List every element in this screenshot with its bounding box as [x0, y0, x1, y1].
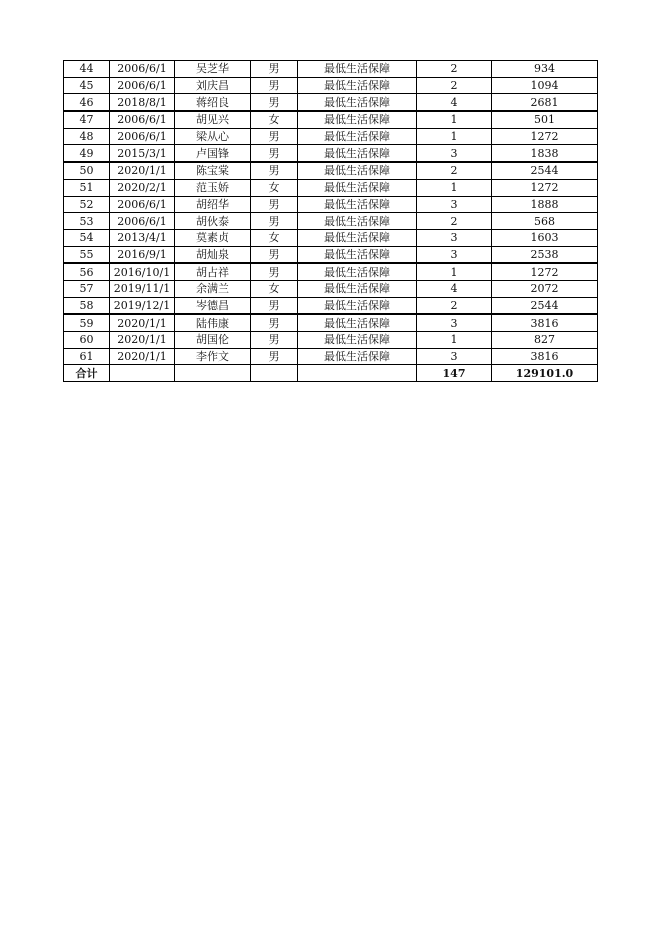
total-count: 147	[417, 365, 492, 382]
start-date-cell: 2016/10/1	[110, 263, 175, 280]
amount-cell: 2544	[492, 162, 598, 179]
amount-cell: 568	[492, 213, 598, 230]
row-number-cell: 55	[64, 246, 110, 263]
table-row	[64, 94, 598, 111]
name-cell: 胡国伦	[175, 332, 251, 349]
benefit-type-cell: 最低生活保障	[298, 111, 417, 128]
total-empty-cell	[175, 365, 251, 382]
gender-cell: 女	[251, 179, 298, 196]
amount-cell: 1888	[492, 196, 598, 213]
name-cell: 莫素贞	[175, 229, 251, 246]
row-number-cell: 59	[64, 314, 110, 331]
benefit-type-cell: 最低生活保障	[298, 162, 417, 179]
amount-cell: 2538	[492, 246, 598, 263]
gender-cell: 男	[251, 196, 298, 213]
total-label: 合计	[64, 365, 110, 382]
household-count-cell: 1	[417, 179, 492, 196]
start-date-cell: 2006/6/1	[110, 213, 175, 230]
table-body	[64, 61, 598, 365]
household-count-cell: 2	[417, 297, 492, 314]
gender-cell: 男	[251, 61, 298, 78]
benefit-type-cell: 最低生活保障	[298, 77, 417, 94]
amount-cell: 3816	[492, 348, 598, 365]
gender-cell: 男	[251, 314, 298, 331]
row-number-cell: 56	[64, 263, 110, 280]
start-date-cell: 2006/6/1	[110, 196, 175, 213]
table-row	[64, 111, 598, 128]
amount-cell: 2681	[492, 94, 598, 111]
gender-cell: 男	[251, 297, 298, 314]
table-row	[64, 179, 598, 196]
table-row	[64, 263, 598, 280]
start-date-cell: 2013/4/1	[110, 229, 175, 246]
name-cell: 范玉娇	[175, 179, 251, 196]
start-date-cell: 2006/6/1	[110, 77, 175, 94]
household-count-cell: 3	[417, 314, 492, 331]
benefit-type-cell: 最低生活保障	[298, 263, 417, 280]
name-cell: 胡见兴	[175, 111, 251, 128]
row-number-cell: 58	[64, 297, 110, 314]
row-number-cell: 44	[64, 61, 110, 78]
household-count-cell: 2	[417, 162, 492, 179]
table-row	[64, 145, 598, 162]
start-date-cell: 2020/1/1	[110, 332, 175, 349]
household-count-cell: 3	[417, 229, 492, 246]
amount-cell: 934	[492, 61, 598, 78]
household-count-cell: 3	[417, 246, 492, 263]
household-count-cell: 3	[417, 348, 492, 365]
name-cell: 蒋绍良	[175, 94, 251, 111]
benefit-type-cell: 最低生活保障	[298, 348, 417, 365]
benefit-type-cell: 最低生活保障	[298, 128, 417, 145]
table-row	[64, 280, 598, 297]
name-cell: 梁从心	[175, 128, 251, 145]
row-number-cell: 51	[64, 179, 110, 196]
amount-cell: 1603	[492, 229, 598, 246]
gender-cell: 女	[251, 229, 298, 246]
total-empty-cell	[298, 365, 417, 382]
table-row	[64, 348, 598, 365]
row-number-cell: 45	[64, 77, 110, 94]
table-row	[64, 61, 598, 78]
row-number-cell: 50	[64, 162, 110, 179]
gender-cell: 男	[251, 348, 298, 365]
gender-cell: 男	[251, 77, 298, 94]
table-row	[64, 314, 598, 331]
start-date-cell: 2006/6/1	[110, 61, 175, 78]
gender-cell: 男	[251, 332, 298, 349]
name-cell: 胡绍华	[175, 196, 251, 213]
amount-cell: 2072	[492, 280, 598, 297]
row-number-cell: 57	[64, 280, 110, 297]
start-date-cell: 2006/6/1	[110, 128, 175, 145]
start-date-cell: 2019/12/1	[110, 297, 175, 314]
amount-cell: 1838	[492, 145, 598, 162]
amount-cell: 1272	[492, 128, 598, 145]
row-number-cell: 48	[64, 128, 110, 145]
amount-cell: 1272	[492, 263, 598, 280]
gender-cell: 男	[251, 213, 298, 230]
total-empty-cell	[251, 365, 298, 382]
household-count-cell: 2	[417, 213, 492, 230]
start-date-cell: 2016/9/1	[110, 246, 175, 263]
benefit-type-cell: 最低生活保障	[298, 94, 417, 111]
table-row	[64, 229, 598, 246]
benefit-type-cell: 最低生活保障	[298, 332, 417, 349]
name-cell: 陆伟康	[175, 314, 251, 331]
row-number-cell: 49	[64, 145, 110, 162]
row-number-cell: 47	[64, 111, 110, 128]
benefit-type-cell: 最低生活保障	[298, 246, 417, 263]
row-number-cell: 52	[64, 196, 110, 213]
amount-cell: 501	[492, 111, 598, 128]
household-count-cell: 3	[417, 196, 492, 213]
table-row	[64, 213, 598, 230]
name-cell: 陈宝棠	[175, 162, 251, 179]
gender-cell: 男	[251, 246, 298, 263]
name-cell: 李作文	[175, 348, 251, 365]
table-row	[64, 77, 598, 94]
name-cell: 卢国锋	[175, 145, 251, 162]
row-number-cell: 46	[64, 94, 110, 111]
row-number-cell: 54	[64, 229, 110, 246]
gender-cell: 男	[251, 94, 298, 111]
household-count-cell: 4	[417, 280, 492, 297]
gender-cell: 男	[251, 263, 298, 280]
name-cell: 胡灿泉	[175, 246, 251, 263]
start-date-cell: 2006/6/1	[110, 111, 175, 128]
row-number-cell: 53	[64, 213, 110, 230]
amount-cell: 3816	[492, 314, 598, 331]
benefit-type-cell: 最低生活保障	[298, 179, 417, 196]
household-count-cell: 1	[417, 128, 492, 145]
benefit-type-cell: 最低生活保障	[298, 314, 417, 331]
table-row	[64, 128, 598, 145]
start-date-cell: 2019/11/1	[110, 280, 175, 297]
benefit-type-cell: 最低生活保障	[298, 145, 417, 162]
benefit-type-cell: 最低生活保障	[298, 229, 417, 246]
household-count-cell: 4	[417, 94, 492, 111]
start-date-cell: 2020/1/1	[110, 314, 175, 331]
benefit-type-cell: 最低生活保障	[298, 213, 417, 230]
household-count-cell: 2	[417, 77, 492, 94]
start-date-cell: 2015/3/1	[110, 145, 175, 162]
name-cell: 胡伙泰	[175, 213, 251, 230]
name-cell: 吴芝华	[175, 61, 251, 78]
gender-cell: 女	[251, 111, 298, 128]
total-row	[64, 365, 598, 382]
table-row	[64, 196, 598, 213]
start-date-cell: 2018/8/1	[110, 94, 175, 111]
row-number-cell: 60	[64, 332, 110, 349]
table-row	[64, 246, 598, 263]
benefit-type-cell: 最低生活保障	[298, 61, 417, 78]
amount-cell: 827	[492, 332, 598, 349]
benefit-table	[63, 60, 598, 382]
start-date-cell: 2020/1/1	[110, 348, 175, 365]
name-cell: 刘庆昌	[175, 77, 251, 94]
household-count-cell: 1	[417, 263, 492, 280]
name-cell: 岑德昌	[175, 297, 251, 314]
amount-cell: 2544	[492, 297, 598, 314]
start-date-cell: 2020/2/1	[110, 179, 175, 196]
benefit-type-cell: 最低生活保障	[298, 297, 417, 314]
row-number-cell: 61	[64, 348, 110, 365]
amount-cell: 1272	[492, 179, 598, 196]
table-row	[64, 332, 598, 349]
household-count-cell: 1	[417, 111, 492, 128]
gender-cell: 男	[251, 162, 298, 179]
household-count-cell: 1	[417, 332, 492, 349]
benefit-type-cell: 最低生活保障	[298, 280, 417, 297]
table-row	[64, 297, 598, 314]
gender-cell: 女	[251, 280, 298, 297]
total-amount: 129101.0	[492, 365, 598, 382]
name-cell: 胡占祥	[175, 263, 251, 280]
gender-cell: 男	[251, 145, 298, 162]
total-empty-cell	[110, 365, 175, 382]
amount-cell: 1094	[492, 77, 598, 94]
start-date-cell: 2020/1/1	[110, 162, 175, 179]
gender-cell: 男	[251, 128, 298, 145]
name-cell: 余满兰	[175, 280, 251, 297]
benefit-type-cell: 最低生活保障	[298, 196, 417, 213]
table-row	[64, 162, 598, 179]
household-count-cell: 2	[417, 61, 492, 78]
household-count-cell: 3	[417, 145, 492, 162]
